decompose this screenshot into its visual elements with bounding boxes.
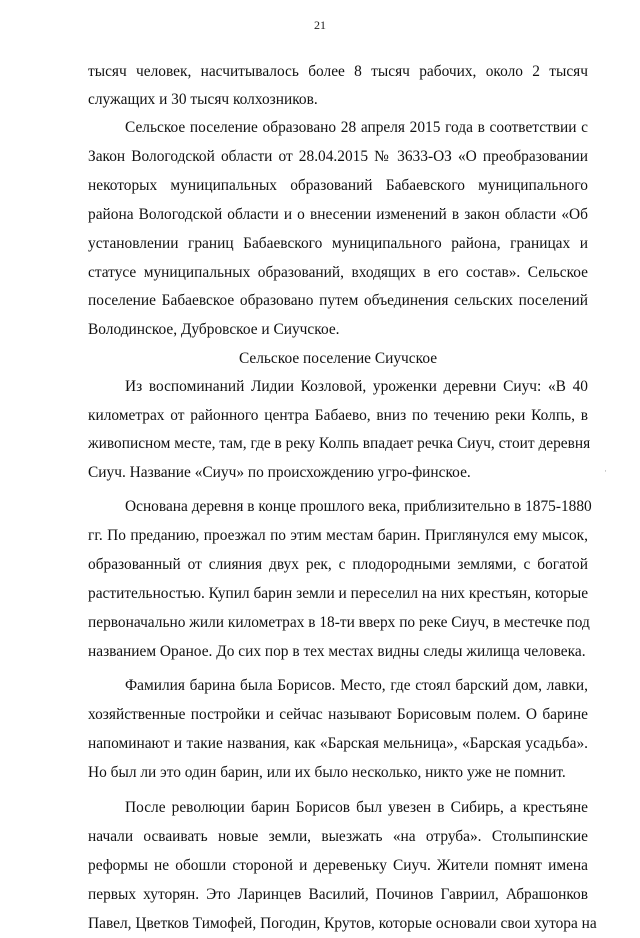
text-line: Сиуч. Название «Сиуч» по происхождению угро-финское. <box>88 464 471 481</box>
text-line: Но был ли это один барин, или их было несколько, никто уже не помнит. <box>88 764 566 781</box>
text-line: первых хуторян. Это Ларинцев Василий, Починов Гавриил, Абрашонков <box>88 886 588 903</box>
text-line: Сельское поселение образовано 28 апреля 2015 года в соответствии с <box>125 119 588 136</box>
text-line: Фамилия барина была Борисов. Место, где стоял барский дом, лавки, <box>125 677 588 694</box>
text-line: гг. По преданию, проезжал по этим местам барин. Приглянулся ему мысок, <box>88 527 588 544</box>
text-line: реформы не обошли стороной и деревеньку Сиуч. Жители помнят имена <box>88 857 588 874</box>
page-number: 21 <box>314 18 326 32</box>
scan-speck: · <box>604 466 607 476</box>
text-line: Закон Вологодской области от 28.04.2015 № 3633-ОЗ «О преобразовании <box>88 148 588 165</box>
text-line: Основана деревня в конце прошлого века, приблизительно в 1875-1880 <box>125 498 592 515</box>
text-line: начали осваивать новые земли, выезжать «на отруба». Столыпинские <box>88 828 588 845</box>
text-line: первоначально жили километрах в 18-ти вверх по реке Сиуч, в местечке под <box>88 614 590 631</box>
text-line: тысяч человек, насчитывалось более 8 тысяч рабочих, около 2 тысяч <box>88 63 588 80</box>
text-line: живописном месте, там, где в реку Колпь впадает речка Сиуч, стоит деревня <box>88 435 591 452</box>
section-heading: Сельское поселение Сиучское <box>238 350 438 367</box>
text-line: некоторых муниципальных образований Бабаевского муниципального <box>88 177 588 194</box>
text-line: служащих и 30 тысяч колхозников. <box>88 91 318 108</box>
text-line: километрах от районного центра Бабаево, вниз по течению реки Колпь, в <box>88 407 588 424</box>
text-line: названием Ораное. До сих пор в тех местах видны следы жилища человека. <box>88 643 586 660</box>
text-line: поселение Бабаевское образовано путем объединения сельских поселений <box>88 292 588 309</box>
text-line: образованный от слияния двух рек, с плодородными землями, с богатой <box>88 556 588 573</box>
text-line: Володинское, Дубровское и Сиучское. <box>88 321 340 338</box>
text-line: установлении границ Бабаевского муниципального района, границах и <box>88 235 588 252</box>
text-line: Из воспоминаний Лидии Козловой, уроженки деревни Сиуч: «В 40 <box>125 378 588 395</box>
text-line: района Вологодской области и о внесении изменений в закон области «Об <box>88 206 588 223</box>
text-line: Павел, Цветков Тимофей, Погодин, Крутов, которые основали свои хутора на <box>88 915 597 932</box>
text-line: напоминают и такие названия, как «Барская мельница», «Барская усадьба». <box>88 735 588 752</box>
text-line: статусе муниципальных образований, входящих в его состав». Сельское <box>88 264 588 281</box>
text-line: хозяйственные постройки и сейчас называют Борисовым полем. О барине <box>88 706 588 723</box>
text-line: После революции барин Борисов был увезен в Сибирь, а крестьяне <box>125 799 588 816</box>
text-line: растительностью. Купил барин земли и переселил на них крестьян, которые <box>88 585 589 602</box>
